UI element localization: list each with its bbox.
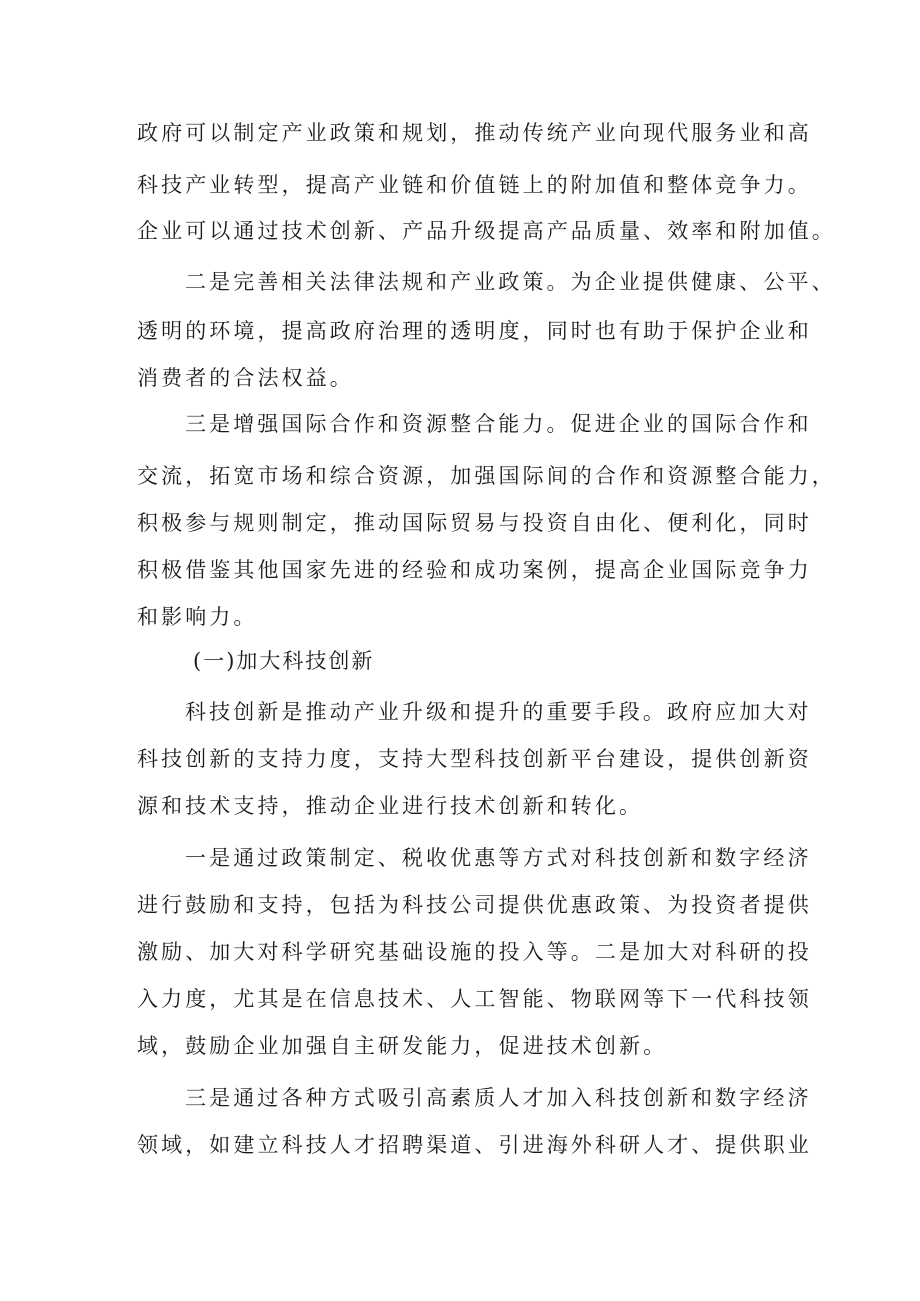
text-line: 透明的环境，提高政府治理的透明度，同时也有助于保护企业和 (137, 319, 812, 343)
text-line: 域，鼓励企业加强自主研发能力，促进技术创新。 (137, 1034, 668, 1058)
section-heading: (一)加大科技创新 (193, 649, 375, 673)
text-line: 消费者的合法权益。 (137, 366, 354, 390)
text-line: 交流，拓宽市场和综合资源，加强国际间的合作和资源整合能力， (137, 464, 836, 488)
paragraph-first-line: 一是通过政策制定、税收优惠等方式对科技创新和数字经济 (185, 846, 812, 870)
text-line: 激励、加大对科学研究基础设施的投入等。二是加大对科研的投 (137, 940, 812, 964)
paragraph-first-line: 科技创新是推动产业升级和提升的重要手段。政府应加大对 (185, 700, 812, 724)
text-line: 政府可以制定产业政策和规划，推动传统产业向现代服务业和高 (137, 121, 812, 145)
paragraph-first-line: 二是完善相关法律法规和产业政策。为企业提供健康、公平、 (185, 270, 836, 294)
text-line: 科技创新的支持力度，支持大型科技创新平台建设，提供创新资 (137, 747, 812, 771)
paragraph-first-line: 三是增强国际合作和资源整合能力。促进企业的国际合作和 (185, 412, 812, 436)
text-line: 进行鼓励和支持，包括为科技公司提供优惠政策、为投资者提供 (137, 893, 812, 917)
text-line: 积极参与规则制定，推动国际贸易与投资自由化、便利化，同时 (137, 511, 812, 535)
text-line: 积极借鉴其他国家先进的经验和成功案例，提高企业国际竞争力 (137, 558, 812, 582)
text-line: 企业可以通过技术创新、产品升级提高产品质量、效率和附加值。 (137, 219, 836, 243)
text-line: 入力度，尤其是在信息技术、人工智能、物联网等下一代科技领 (137, 987, 812, 1011)
text-line: 源和技术支持，推动企业进行技术创新和转化。 (137, 794, 644, 818)
text-line: 科技产业转型，提高产业链和价值链上的附加值和整体竞争力。 (137, 173, 812, 197)
paragraph-first-line: 三是通过各种方式吸引高素质人才加入科技创新和数字经济 (185, 1086, 812, 1110)
text-line: 和影响力。 (137, 605, 258, 629)
text-line: 领域，如建立科技人才招聘渠道、引进海外科研人才、提供职业 (137, 1133, 812, 1157)
